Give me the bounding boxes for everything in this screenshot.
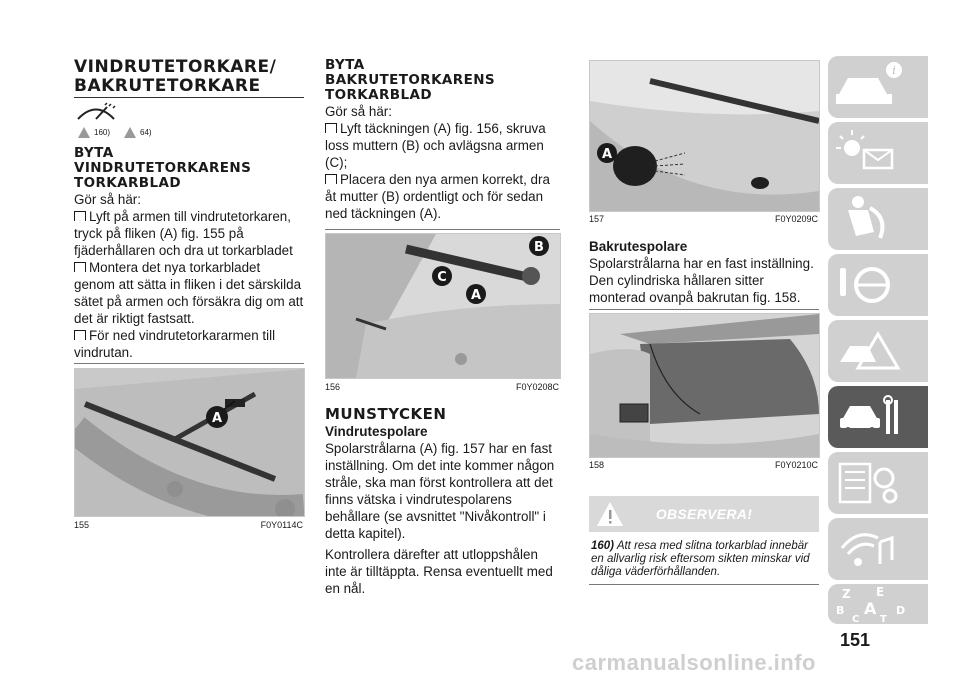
figure-158-caption (589, 460, 818, 470)
warning-triangle-icon (78, 127, 90, 138)
title-rule (74, 97, 304, 98)
watermark: carmanualsonline.info (572, 650, 816, 675)
svg-text:A: A (864, 599, 877, 618)
figure-157 (589, 60, 820, 212)
figure-code: F0Y0208C (515, 382, 559, 392)
figure-156 (325, 233, 561, 379)
observera-note (589, 496, 819, 584)
intro-text: Gör så här: (325, 104, 392, 119)
nozzles-paragraph-1: Spolarstrålarna (A) fig. 157 har en fast inställning. Om det inte kommer någon stråle, ska man först kontrollera att det finns vätska i vindrutespolarens behållare (se avsnittet "Nivåkontroll" i detta kapitel). (325, 441, 555, 541)
list-item: Placera den nya armen korrekt, dra åt mutter (B) ordentligt och för sedan ned täckningen (A). (325, 172, 550, 221)
section-replace-rear-blade (325, 58, 560, 222)
figure-155 (74, 368, 305, 517)
intro-text: Gör så här: (74, 192, 141, 207)
svg-text:E: E (876, 585, 885, 599)
windscreen-washer-heading: Vindrutespolare (325, 424, 428, 439)
figure-label-c: C (437, 270, 447, 285)
section-rear-washer (589, 239, 819, 306)
bullet-icon (325, 123, 337, 133)
main-title-line1: VINDRUTETORKARE/ (74, 57, 277, 77)
section-title-line1: BYTA (325, 57, 365, 73)
sidebar-tab-emergency[interactable] (828, 320, 928, 382)
section-title-line3: TORKARBLAD (325, 87, 432, 103)
figure-number: 156 (325, 382, 341, 392)
figure-number: 155 (74, 520, 90, 530)
figure-155-caption (74, 520, 303, 530)
figure-label-a: A (211, 411, 223, 426)
figure-code: F0Y0209C (774, 214, 818, 224)
warning-refs (78, 127, 166, 138)
rear-washer-paragraph: Spolarstrålarna har en fast inställning. Den cylindriska hållaren sitter monterad ovanpå bakrutan fig. 158. (589, 256, 814, 305)
figure-158 (589, 313, 820, 458)
list-item: Lyft på armen till vindrutetorkaren, tryck på fliken (A) fig. 155 på fjäderhållaren och dra ut torkarbladet (74, 209, 293, 258)
svg-text:D: D (896, 604, 906, 617)
list-item: För ned vindrutetorkararmen till vindrutan. (74, 328, 276, 360)
bullet-icon (74, 262, 86, 272)
sidebar-tab-multimedia[interactable] (828, 518, 928, 580)
warning-ref-64: 64) (140, 128, 152, 137)
note-header (589, 496, 819, 532)
section-title-line2: VINDRUTETORKARENS (74, 160, 252, 176)
figure-rule (325, 229, 560, 230)
figure-label-a: A (601, 147, 613, 162)
note-title: OBSERVERA! (655, 506, 753, 522)
figure-number: 157 (589, 214, 605, 224)
section-title-line2: BAKRUTETORKARENS (325, 72, 496, 88)
sidebar-tab-car-info[interactable] (828, 56, 928, 118)
warning-triangle-icon (124, 127, 136, 138)
note-number: 160) (591, 540, 615, 552)
section-replace-windscreen-blade (74, 146, 304, 361)
note-rule (589, 584, 819, 585)
figure-157-caption (589, 214, 818, 224)
svg-text:Z: Z (842, 587, 851, 601)
page-number: 151 (840, 630, 871, 650)
nozzles-paragraph-2: Kontrollera därefter att utloppshålen inte är tilltäppta. Rensa eventuellt med en nål. (325, 547, 553, 596)
sidebar-tab-lights[interactable] (828, 122, 928, 184)
rear-washer-heading: Bakrutespolare (589, 239, 688, 254)
bullet-icon (325, 174, 337, 184)
list-item: Montera det nya torkarbladet genom att sätta in fliken i det särskilda sätet på armen och försäkra dig om att det är riktigt fastsatt. (74, 260, 304, 326)
figure-rule (74, 363, 304, 364)
list-item: Lyft täckningen (A) fig. 156, skruva loss muttern (B) och avlägsna armen (C); (325, 121, 546, 170)
warning-ref-160: 160) (94, 128, 111, 137)
nozzles-heading: MUNSTYCKEN (325, 405, 447, 423)
svg-text:B: B (836, 604, 845, 617)
svg-text:i: i (892, 64, 896, 77)
figure-156-caption (325, 382, 559, 392)
svg-text:T: T (880, 614, 887, 624)
figure-code: F0Y0114C (260, 520, 303, 530)
figure-code: F0Y0210C (774, 460, 818, 470)
wiper-symbol-icon (75, 102, 117, 127)
bullet-icon (74, 330, 86, 340)
note-text: Att resa med slitna torkarblad innebär en allvarlig risk eftersom sikten minskar vid dåliga väderförhållanden. (591, 540, 810, 578)
sidebar-tab-maintenance[interactable] (828, 386, 928, 448)
bullet-icon (74, 211, 86, 221)
figure-label-a: A (470, 288, 482, 303)
figure-rule (589, 309, 819, 310)
main-title-line2: BAKRUTETORKARE (74, 76, 261, 96)
sidebar-tab-safety[interactable] (828, 188, 928, 250)
section-title-line3: TORKARBLAD (74, 175, 181, 191)
sidebar-tab-technical-data[interactable] (828, 452, 928, 514)
figure-number: 158 (589, 460, 605, 470)
sidebar-tab-driving[interactable] (828, 254, 928, 316)
note-body (589, 532, 819, 587)
section-title-line1: BYTA (74, 145, 114, 161)
sidebar-tab-index[interactable] (828, 584, 928, 624)
figure-label-b: B (534, 240, 544, 255)
index-letters-icon (828, 584, 908, 624)
svg-text:C: C (852, 614, 860, 624)
section-nozzles (325, 405, 560, 597)
